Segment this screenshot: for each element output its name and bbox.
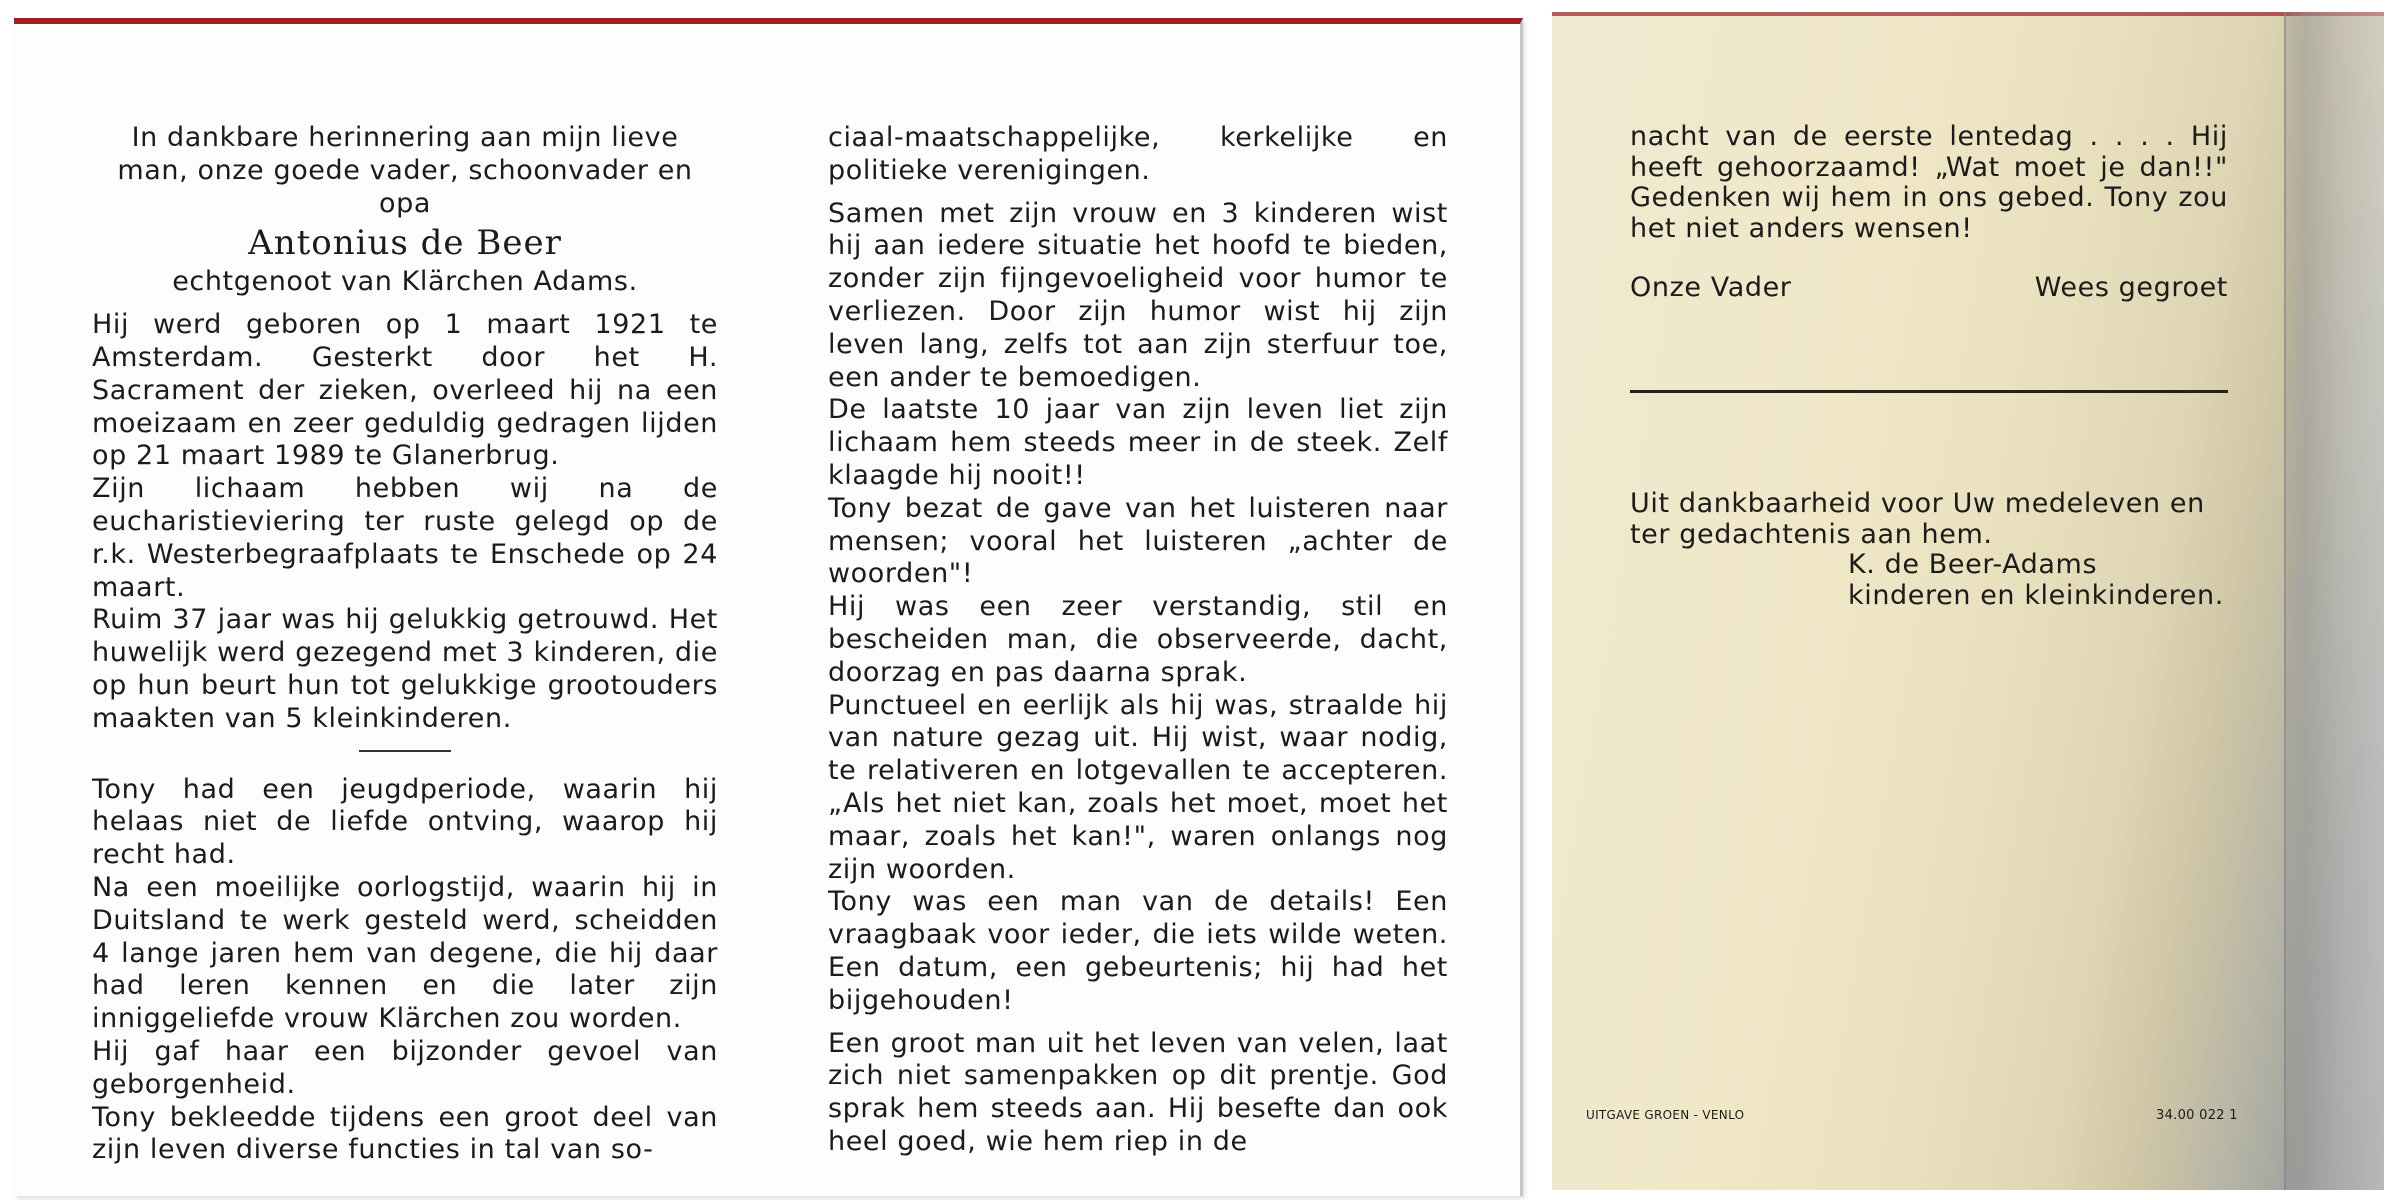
memorial-leaflet: [14, 18, 1523, 1196]
section-divider: [359, 750, 451, 752]
story-paragraph: Hij gaf haar een bijzonder gevoel van geborgenheid.: [92, 1035, 718, 1100]
signature-family: kinderen en kleinkinderen.: [1848, 579, 2224, 611]
bio-paragraph: Ruim 37 jaar was hij gelukkig getrouwd. Het huwelijk werd gezegend met 3 kinderen, die op hun beurt hun tot gelukkige grootouders maakten van 5 kleinkinderen.: [92, 604, 718, 734]
intro-text: In dankbare herinnering aan mijn lieve man, onze goede vader, schoonvader en opa: [117, 122, 693, 219]
card-fold-edge: [2284, 12, 2384, 1190]
card-top-edge: [1552, 12, 2384, 16]
bio-paragraph: Hij werd geboren op 1 maart 1921 te Amsterdam. Gesterkt door het H. Sacrament der zieken, overleed hij na een moeizaam en zeer geduldig gedragen lijden op 21 maart 1989 te Glanerbrug.: [92, 309, 718, 472]
prayer-onze-vader: Onze Vader: [1630, 272, 1792, 303]
right-paragraph: Hij was een zeer verstandig, stil en bescheiden man, die observeerde, dacht, doorzag en pas daarna sprak.: [828, 591, 1448, 688]
right-paragraph: Punctueel en eerlijk als hij was, straalde hij van nature gezag uit. Hij wist, waar nodig, te relativeren en lotgevallen te accepteren. „Als het niet kan, zoals het moet, moet het maar, zoals het kan!", waren onlangs nog zijn woorden.: [828, 689, 1448, 885]
right-paragraph: Een groot man uit het leven van velen, laat zich niet samenpakken op dit prentje. God sprak hem steeds aan. Hij besefte dan ook heel goed, wie hem riep in de: [828, 1027, 1448, 1157]
spouse-line: echtgenoot van Klärchen Adams.: [172, 266, 638, 298]
right-paragraph: Samen met zijn vrouw en 3 kinderen wist hij aan iedere situatie het hoofd te bieden, zonder zijn fijngevoeligheid voor humor te verliezen. Door zijn humor wist hij zijn leven lang, zelfs tot aan zijn sterfuur toe, een ander te bemoedigen.: [828, 197, 1448, 393]
left-column: [92, 122, 718, 1167]
right-paragraph: Tony bezat de gave van het luisteren naar mensen; vooral het luisteren „achter de woorden"!: [828, 492, 1448, 590]
right-paragraph: De laatste 10 jaar van zijn leven liet zijn lichaam hem steeds meer in de steek. Zelf klaagde hij nooit!!: [828, 394, 1448, 491]
story-paragraph: Na een moeilijke oorlogstijd, waarin hij in Duitsland te werk gesteld werd, scheidden 4 lange jaren hem van degene, die hij daar had leren kennen en die later zijn inniggeliefde vrouw Klärchen zou worden.: [92, 871, 718, 1035]
thanks-text: Uit dankbaarheid voor Uw medeleven en ter gedachtenis aan hem.: [1630, 488, 2205, 550]
card-closing-text: nacht van de eerste lentedag . . . . Hij heeft gehoorzaamd! „Wat moet je dan!!" Gedenken wij hem in ons gebed. Tony zou het niet anders wensen!: [1630, 121, 2228, 244]
deceased-name: Antonius de Beer: [248, 223, 562, 264]
prayer-wees-gegroet: Wees gegroet: [2034, 272, 2228, 303]
thanks-block: [1630, 489, 2228, 611]
right-paragraph: ciaal-maatschappelijke, kerkelijke en politieke verenigingen.: [828, 122, 1448, 186]
bio-paragraph: Zijn lichaam hebben wij na de eucharistieviering ter ruste gelegd op de r.k. Westerbegraafplaats te Enschede op 24 maart.: [92, 473, 718, 603]
publisher-imprint: UITGAVE GROEN - VENLO: [1586, 1108, 1745, 1122]
signature-name: K. de Beer-Adams: [1848, 549, 2098, 580]
right-column: [828, 122, 1448, 1159]
prayer-line: [1630, 272, 2228, 303]
print-code: 34.00 022 1: [2156, 1108, 2238, 1123]
story-paragraph: Tony had een jeugdperiode, waarin hij helaas niet de liefde ontving, waarop hij recht had.: [92, 773, 718, 871]
back-card: [1552, 12, 2384, 1190]
story-paragraph: Tony bekleedde tijdens een groot deel van zijn leven diverse functies in tal van so-: [92, 1101, 718, 1166]
horizontal-rule: [1630, 390, 2228, 393]
right-paragraph: Tony was een man van de details! Een vraagbaak voor ieder, die iets wilde weten. Een datum, een gebeurtenis; hij had het bijgehouden!: [828, 886, 1448, 1016]
